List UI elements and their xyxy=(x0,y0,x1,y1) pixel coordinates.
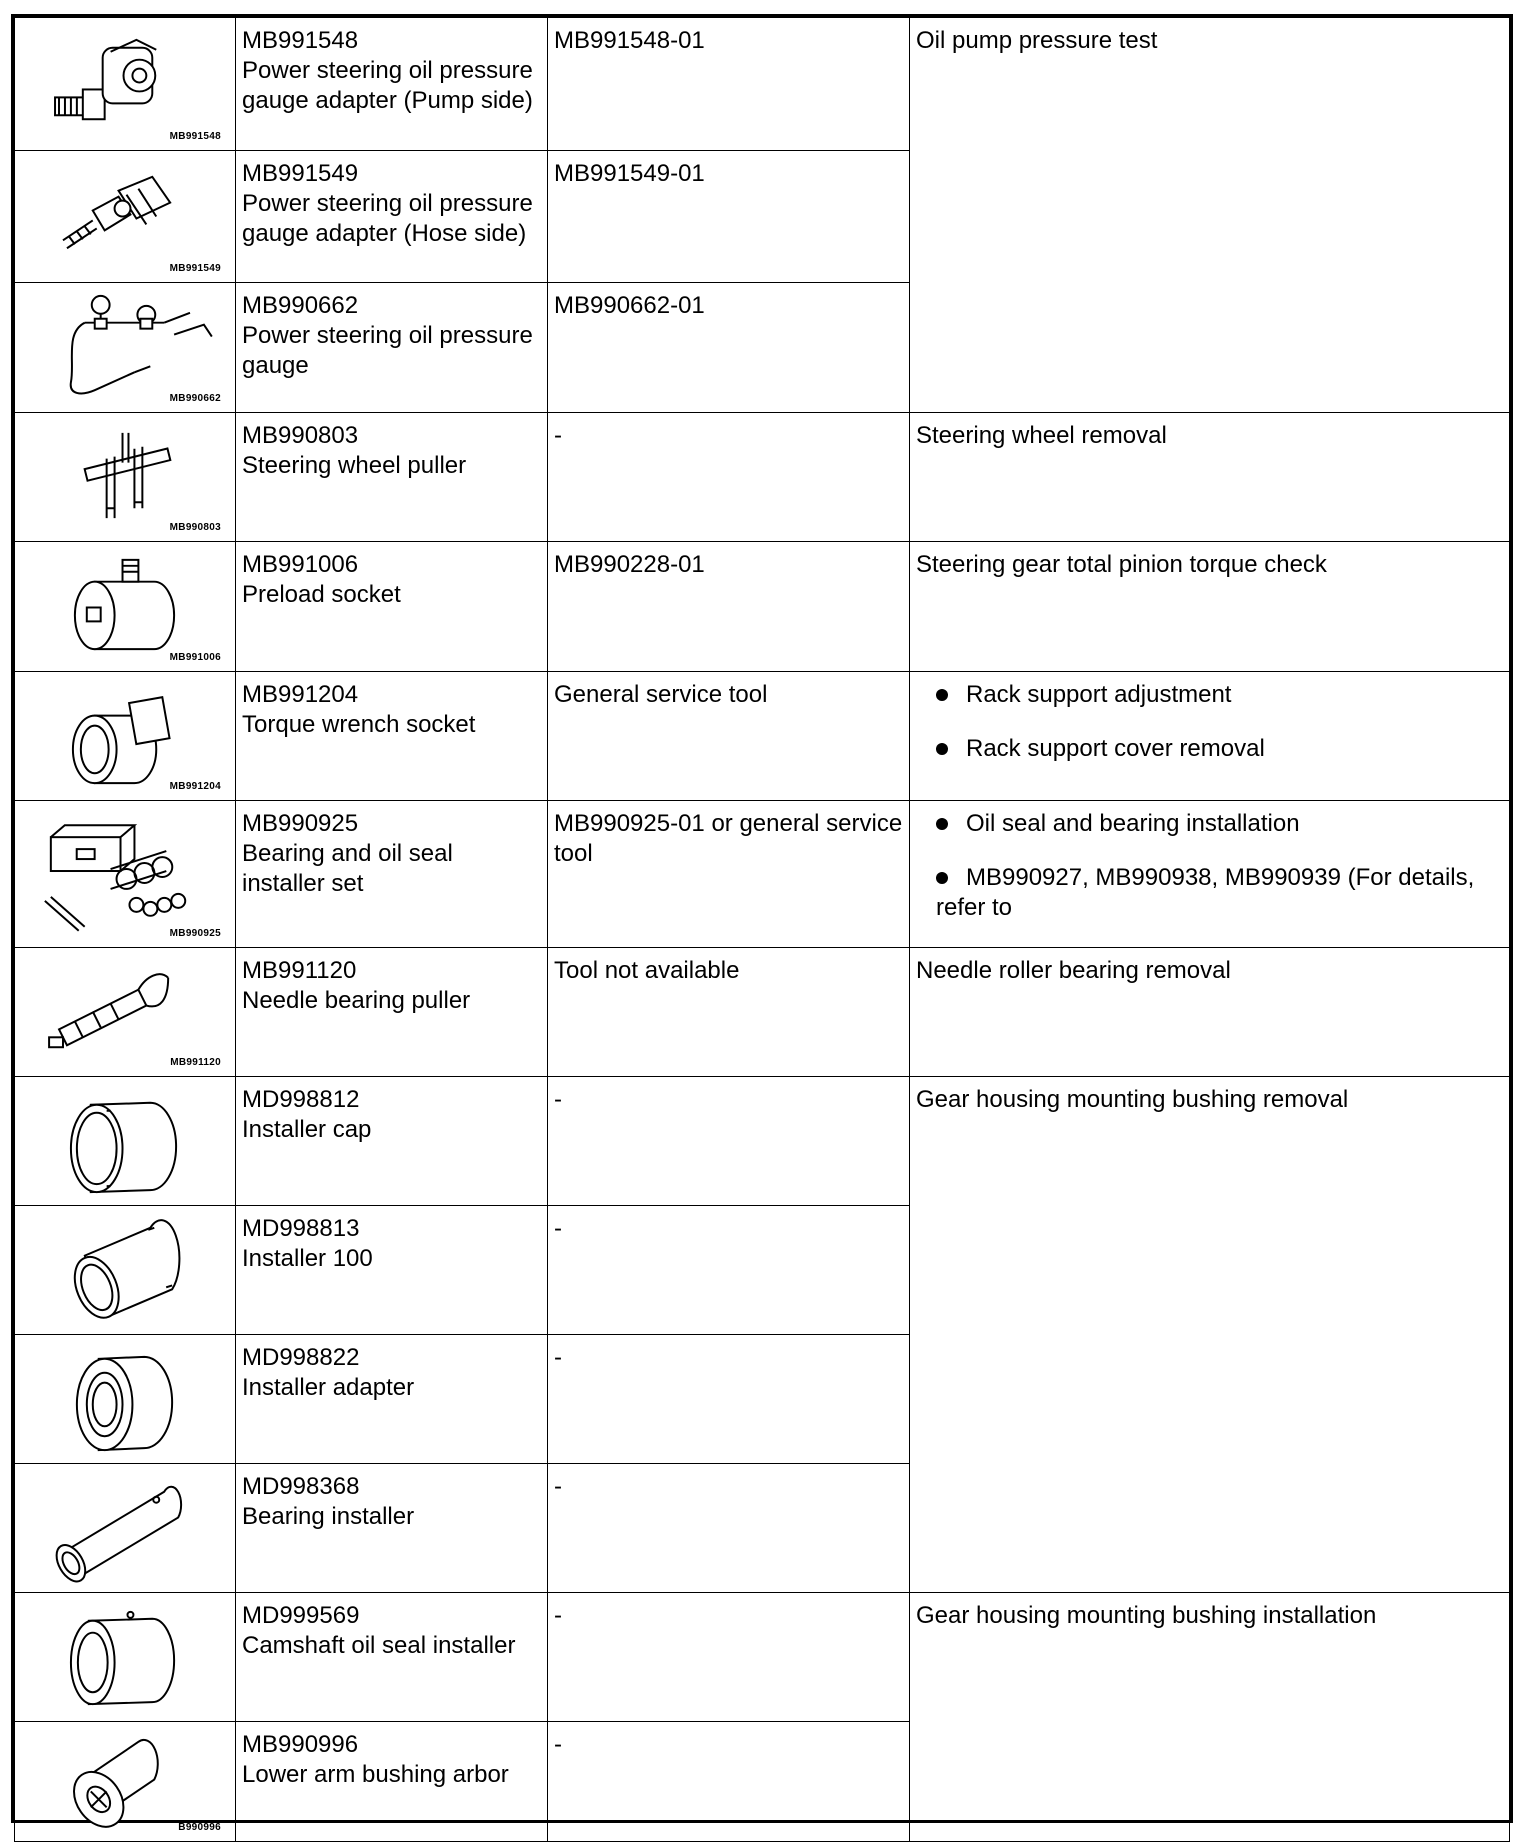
tools-table xyxy=(14,17,1510,1842)
purpose-text: Oil pump pressure test xyxy=(916,27,1158,54)
purpose-list xyxy=(916,680,1503,764)
installer-adapter-icon xyxy=(15,1335,235,1463)
figure-label: MB991006 xyxy=(169,652,221,663)
supersession-cell: - xyxy=(548,1077,910,1206)
tool-cell xyxy=(236,1593,548,1722)
supersession-cell: MB990925-01 or general service tool xyxy=(548,801,910,948)
purpose-cell xyxy=(910,18,1510,413)
purpose-item: MB990927, MB990938, MB990939 (For details, refer to xyxy=(916,863,1503,923)
tool-name: Installer cap xyxy=(242,1116,372,1143)
purpose-cell xyxy=(910,542,1510,672)
supersession-cell: MB991548-01 xyxy=(548,18,910,151)
supersession-cell: - xyxy=(548,413,910,542)
tool-number: MD998813 xyxy=(242,1215,360,1242)
tool-cell xyxy=(236,1077,548,1206)
tool-cell xyxy=(236,948,548,1077)
tool-number: MB991548 xyxy=(242,27,359,54)
figure-label: MB990662 xyxy=(169,393,221,404)
purpose-text: Needle roller bearing removal xyxy=(916,957,1231,984)
tool-cell xyxy=(236,542,548,672)
purpose-list xyxy=(916,809,1503,923)
figure-label: MB991120 xyxy=(170,1057,221,1068)
purpose-cell xyxy=(910,948,1510,1077)
supersession-cell: - xyxy=(548,1206,910,1335)
tool-cell xyxy=(236,413,548,542)
installer-100-icon xyxy=(15,1206,235,1334)
tool-illustration xyxy=(15,18,236,151)
tool-name: Preload socket xyxy=(242,581,401,608)
purpose-cell xyxy=(910,1077,1510,1593)
supersession-cell: General service tool xyxy=(548,672,910,801)
tool-name: Bearing installer xyxy=(242,1503,415,1530)
purpose-cell xyxy=(910,672,1510,801)
supersession-cell: - xyxy=(548,1335,910,1464)
tool-illustration xyxy=(15,1593,236,1722)
tool-cell xyxy=(236,1206,548,1335)
figure-label: MB991204 xyxy=(169,781,221,792)
supersession-cell: - xyxy=(548,1593,910,1722)
tool-name: Installer adapter xyxy=(242,1374,415,1401)
tool-illustration xyxy=(15,1722,236,1842)
supersession-cell: MB990228-01 xyxy=(548,542,910,672)
supersession-cell: Tool not available xyxy=(548,948,910,1077)
tool-cell xyxy=(236,283,548,413)
table-row xyxy=(15,801,1510,948)
tool-illustration xyxy=(15,1464,236,1593)
tool-illustration xyxy=(15,801,236,948)
tool-cell xyxy=(236,672,548,801)
tool-name: Power steering oil pressure gauge adapter (Hose side) xyxy=(242,190,533,247)
installer-set-icon xyxy=(15,801,235,947)
tool-name: Installer 100 xyxy=(242,1245,373,1272)
tool-name: Power steering oil pressure gauge xyxy=(242,322,533,379)
tool-illustration xyxy=(15,1077,236,1206)
tool-number: MB991120 xyxy=(242,957,357,984)
tool-cell xyxy=(236,18,548,151)
purpose-item: Rack support cover removal xyxy=(916,734,1503,764)
table-row xyxy=(15,542,1510,672)
purpose-item: Oil seal and bearing installation xyxy=(916,809,1503,839)
table-row xyxy=(15,18,1510,151)
supersession-cell: MB991549-01 xyxy=(548,151,910,283)
tool-name: Needle bearing puller xyxy=(242,987,471,1014)
purpose-cell xyxy=(910,413,1510,542)
tool-illustration xyxy=(15,151,236,283)
tool-cell xyxy=(236,151,548,283)
tool-number: MB991204 xyxy=(242,681,359,708)
tool-cell xyxy=(236,1722,548,1842)
special-tools-table xyxy=(11,14,1513,1833)
figure-label: MB990803 xyxy=(169,522,221,533)
purpose-cell xyxy=(910,1593,1510,1842)
tool-name: Bearing and oil seal installer set xyxy=(242,840,453,897)
tool-number: MD998812 xyxy=(242,1086,360,1113)
tool-number: MD998822 xyxy=(242,1344,360,1371)
purpose-text: Gear housing mounting bushing removal xyxy=(916,1086,1349,1113)
table-row xyxy=(15,672,1510,801)
tool-name: Steering wheel puller xyxy=(242,452,467,479)
tool-number: MB990925 xyxy=(242,810,359,837)
supersession-cell: MB990662-01 xyxy=(548,283,910,413)
purpose-cell xyxy=(910,801,1510,948)
tool-illustration xyxy=(15,672,236,801)
tool-name: Lower arm bushing arbor xyxy=(242,1761,509,1788)
camshaft-seal-installer-icon xyxy=(15,1593,235,1721)
tool-number: MD999569 xyxy=(242,1602,360,1629)
bearing-installer-icon xyxy=(15,1464,235,1592)
tool-number: MB991549 xyxy=(242,160,359,187)
figure-label: MB991548 xyxy=(169,131,221,142)
tool-illustration xyxy=(15,413,236,542)
figure-label: MB991549 xyxy=(169,263,221,274)
supersession-cell: - xyxy=(548,1464,910,1593)
table-row xyxy=(15,413,1510,542)
tool-number: MD998368 xyxy=(242,1473,360,1500)
tool-name: Camshaft oil seal installer xyxy=(242,1632,516,1659)
tool-illustration xyxy=(15,1206,236,1335)
tool-name: Torque wrench socket xyxy=(242,711,476,738)
tool-number: MB990803 xyxy=(242,422,359,449)
figure-label: B990996 xyxy=(178,1822,221,1833)
tool-number: MB991006 xyxy=(242,551,359,578)
tool-illustration xyxy=(15,1335,236,1464)
table-row xyxy=(15,1077,1510,1206)
installer-cap-icon xyxy=(15,1077,235,1205)
tool-illustration xyxy=(15,542,236,672)
purpose-item: Rack support adjustment xyxy=(916,680,1503,710)
figure-label: MB990925 xyxy=(169,928,221,939)
tool-illustration xyxy=(15,948,236,1077)
tool-number: MB990662 xyxy=(242,292,359,319)
supersession-cell: - xyxy=(548,1722,910,1842)
tool-number: MB990996 xyxy=(242,1731,359,1758)
purpose-text: Steering gear total pinion torque check xyxy=(916,551,1327,578)
purpose-text: Steering wheel removal xyxy=(916,422,1167,449)
tool-cell xyxy=(236,1464,548,1593)
tool-illustration xyxy=(15,283,236,413)
tool-cell xyxy=(236,801,548,948)
tool-name: Power steering oil pressure gauge adapter (Pump side) xyxy=(242,57,533,114)
purpose-text: Gear housing mounting bushing installation xyxy=(916,1602,1377,1629)
table-row xyxy=(15,948,1510,1077)
tool-cell xyxy=(236,1335,548,1464)
table-row xyxy=(15,1593,1510,1722)
